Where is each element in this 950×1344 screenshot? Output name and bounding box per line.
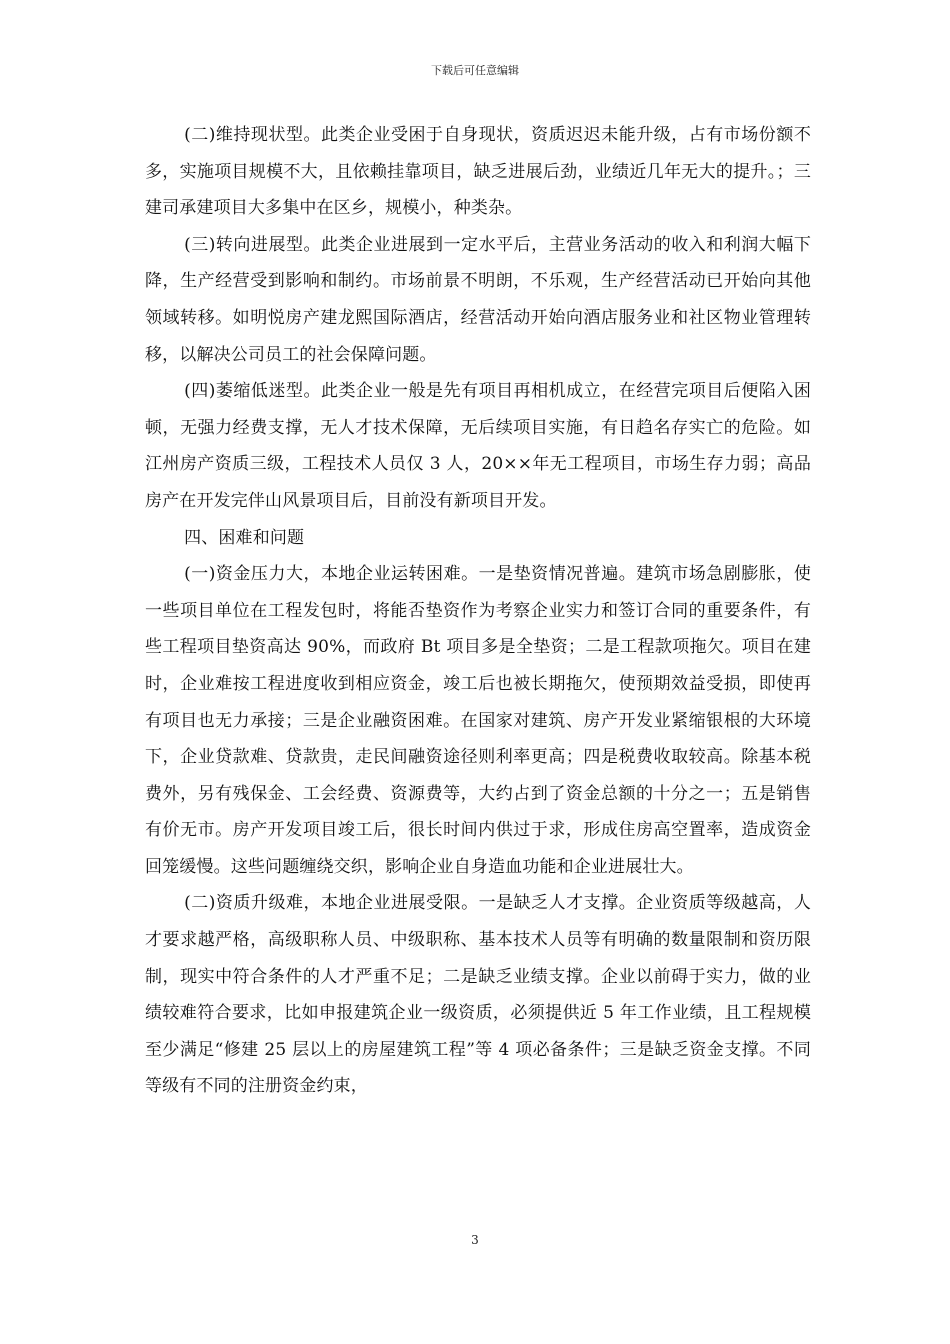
section-heading-difficulties: 四、困难和问题 bbox=[184, 527, 305, 548]
paragraph-qualification-upgrade: (二)资质升级难，本地企业进展受限。一是缺乏人才支撑。企业资质等级越高，人才要求越严格，高级职称人员、中级职称、基本技术人员等有明确的数量限制和资历限制，现实中符合条件的人才严重不足；二是缺乏业绩支撑。企业以前碍于实力，做的业绩较难符合要求，比如申报建筑企业一级资质，必须提供近 5 年工作业绩，且工程规模至少满足“修建 25 层以上的房屋建筑工程”等 4 项必备条件；三是缺乏资金支撑。不同等级有不同的注册资金约束， bbox=[145, 893, 811, 1097]
paragraph-capital-pressure: (一)资金压力大，本地企业运转困难。一是垫资情况普遍。建筑市场急剧膨胀，使一些项目单位在工程发包时，将能否垫资作为考察企业实力和签订合同的重要条件，有些工程项目垫资高达 90%，而政府 Bt 项目多是全垫资；二是工程款项拖欠。项目在建时，企业难按工程进度收到相应资金，竣工后也被长期拖欠，使预期效益受损，即使再有项目也无力承接；三是企业融资困难。在国家对建筑、房产开发业紧缩银根的大环境下，企业贷款难、贷款贵，走民间融资途径则利率更高；四是税费收取较高。除基本税费外，另有残保金、工会经费、资源费等，大约占到了资金总额的十分之一；五是销售有价无市。房产开发项目竣工后，很长时间内供过于求，形成住房高空置率，造成资金回笼缓慢。这些问题缠绕交织，影响企业自身造血功能和企业进展壮大。 bbox=[145, 564, 811, 877]
page-number: 3 bbox=[471, 1233, 479, 1247]
page-header: 下载后可任意编辑 bbox=[431, 64, 519, 77]
paragraph-shift-development: (三)转向进展型。此类企业进展到一定水平后，主营业务活动的收入和利润大幅下降，生产经营受到影响和制约。市场前景不明朗，不乐观，生产经营活动已开始向其他领域转移。如明悦房产建龙熙国际酒店，经营活动开始向酒店服务业和社区物业管理转移，以解决公司员工的社会保障问题。 bbox=[145, 234, 811, 365]
paragraph-maintain-status: (二)维持现状型。此类企业受困于自身现状，资质迟迟未能升级，占有市场份额不多，实施项目规模不大，且依赖挂靠项目，缺乏进展后劲，业绩近几年无大的提升。；三建司承建项目大多集中在区乡，规模小，种类杂。 bbox=[145, 125, 811, 219]
document-body bbox=[145, 117, 811, 1105]
paragraph-shrinking-type: (四)萎缩低迷型。此类企业一般是先有项目再相机成立，在经营完项目后便陷入困顿，无强力经费支撑，无人才技术保障，无后续项目实施，有日趋名存实亡的危险。如江州房产资质三级，工程技术人员仅 3 人，20××年无工程项目，市场生存力弱；高品房产在开发完伴山风景项目后，目前没有新项目开发。 bbox=[145, 381, 811, 511]
